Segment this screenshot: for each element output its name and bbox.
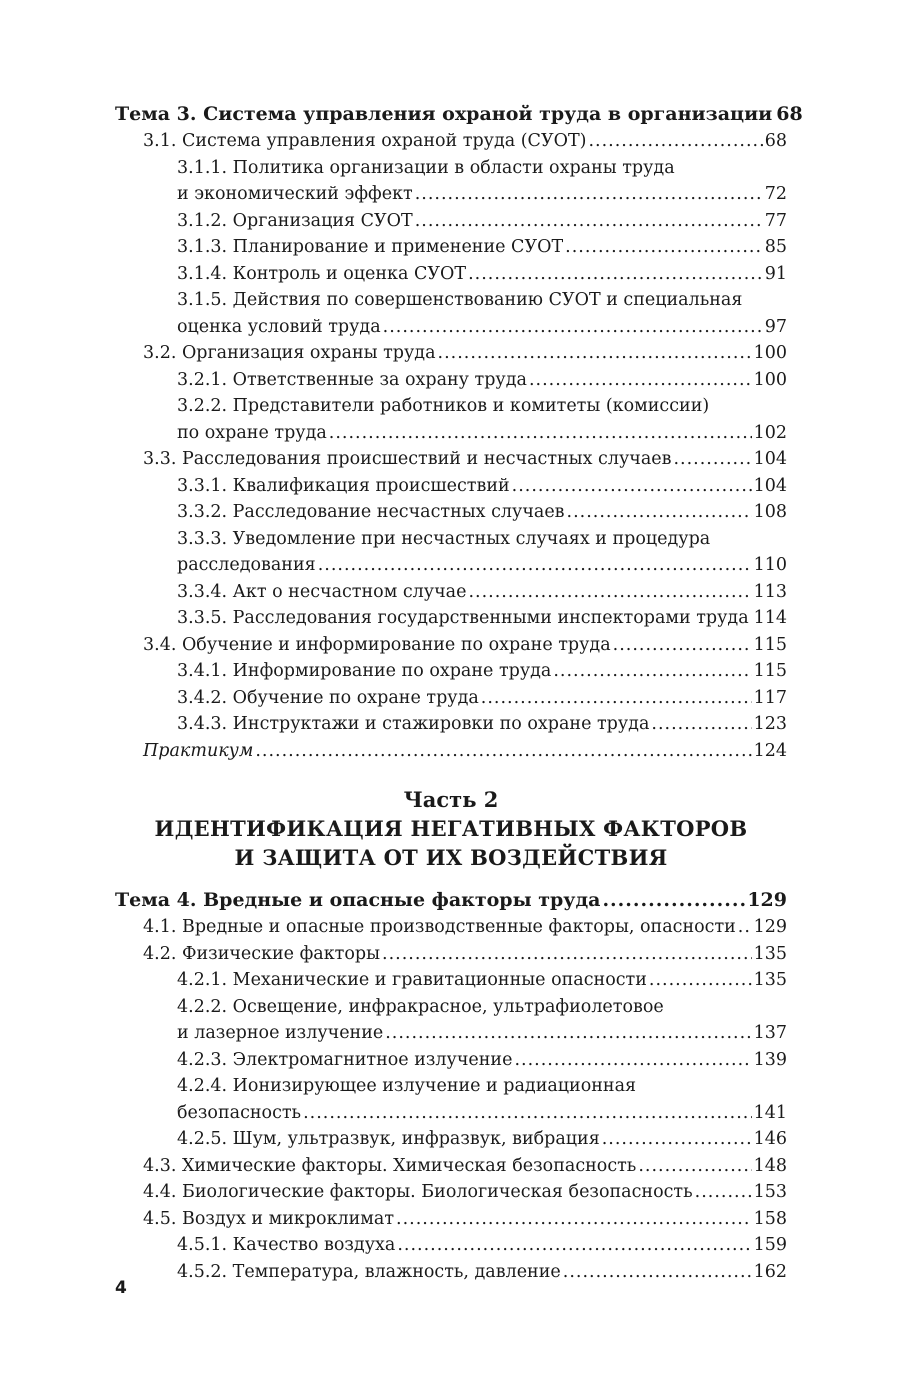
leader-dots [329, 420, 752, 447]
toc-entry [115, 234, 787, 261]
toc-entry-page: 104 [753, 449, 787, 469]
toc-entry-title: 3.4.2. Обучение по охране труда [177, 687, 479, 708]
leader-dots [565, 234, 763, 261]
toc-entry-page: 68 [776, 103, 803, 125]
toc-entry [115, 685, 787, 712]
leader-dots [255, 738, 751, 765]
toc-entry-page: 135 [753, 943, 787, 964]
toc-entry [115, 1126, 787, 1153]
toc-entry [115, 1179, 787, 1206]
leader-dots [553, 658, 751, 685]
toc-entry-title: 3.2. Организация охраны труда [143, 343, 436, 363]
toc-entry-page: 148 [753, 1155, 787, 1176]
page-number: 4 [115, 1278, 127, 1298]
toc-entry [115, 100, 803, 128]
toc-entry-multiline [115, 526, 787, 579]
toc-entry-title: 4.4. Биологические факторы. Биологическая безопасность [143, 1182, 693, 1202]
toc-entry-title: 4.1. Вредные и опасные производственные факторы, опасности [143, 917, 736, 937]
toc-entry-title: 3.1.3. Планирование и применение СУОТ [177, 237, 564, 257]
toc-entry-title: 3.4. Обучение и информирование по охране труда [143, 634, 611, 655]
toc-entry-page: 115 [753, 661, 787, 681]
toc-entry [115, 579, 787, 606]
toc-entry-page: 100 [753, 369, 787, 390]
toc-entry [115, 967, 787, 994]
leader-dots [385, 1020, 751, 1047]
toc-entry [177, 314, 787, 341]
toc-entry-page: 141 [753, 1102, 787, 1123]
toc-entry-title-line1: 3.1.5. Действия по совершенствованию СУОТ и специальная [177, 290, 743, 310]
toc-entry-page: 135 [753, 970, 787, 990]
part-heading [115, 786, 787, 872]
toc-entry [115, 632, 787, 659]
toc-entry-page: 115 [753, 634, 787, 655]
leader-dots [514, 1047, 751, 1074]
toc-entry [115, 340, 787, 367]
leader-dots [649, 967, 752, 994]
toc-entry [115, 261, 787, 288]
toc-entry-title: 3.4.3. Инструктажи и стажировки по охране труда [177, 714, 650, 734]
toc-entry-page: 162 [753, 1261, 787, 1282]
leader-dots [695, 1179, 752, 1206]
leader-dots [397, 1232, 751, 1259]
toc-entry-title: 4.3. Химические факторы. Химическая безопасность [143, 1155, 637, 1176]
toc-entry-title: по охране труда [177, 422, 327, 443]
toc-entry [115, 367, 787, 394]
toc-entry-title: оценка условий труда [177, 316, 381, 337]
leader-dots [415, 208, 763, 235]
toc-entry-title: 3.4.1. Информирование по охране труда [177, 661, 552, 681]
toc-entry-title: 4.2.3. Электромагнитное излучение [177, 1049, 513, 1070]
leader-dots [602, 1126, 752, 1153]
toc-entry [115, 1206, 787, 1233]
toc-entry-multiline [115, 287, 787, 340]
leader-dots [588, 128, 762, 155]
toc-entry-page: 110 [753, 555, 787, 575]
toc-entry-title: 4.2.5. Шум, ультразвук, инфразвук, вибрация [177, 1129, 600, 1149]
toc-entry-title: 3.1. Система управления охраной труда (СУОТ) [143, 131, 587, 151]
toc-entry-page: 158 [753, 1208, 787, 1229]
toc-entry [115, 941, 787, 968]
toc-section-part1 [115, 100, 803, 764]
toc-entry-title-line1: 4.2.4. Ионизирующее излучение и радиационная [177, 1076, 637, 1096]
toc-entry [115, 711, 787, 738]
toc-entry-title: 3.2.1. Ответственные за охрану труда [177, 369, 527, 390]
toc-entry-title-line1: 3.1.1. Политика организации в области охраны труда [177, 157, 675, 178]
leader-dots [438, 340, 752, 367]
leader-dots [481, 685, 752, 712]
leader-dots [613, 632, 752, 659]
toc-entry [177, 552, 787, 579]
part-title-line1: ИДЕНТИФИКАЦИЯ НЕГАТИВНЫХ ФАКТОРОВ [154, 816, 748, 841]
toc-entry-page: 91 [764, 263, 787, 284]
toc-entry-page: 85 [764, 237, 787, 257]
toc-entry-page: 153 [753, 1182, 787, 1202]
toc-entry-title: Практикум [143, 740, 254, 761]
toc-entry-page: 146 [753, 1129, 787, 1149]
toc-entry [115, 1259, 787, 1286]
toc-entry-title: 3.1.4. Контроль и оценка СУОТ [177, 263, 467, 284]
toc-entry-title: 4.5. Воздух и микроклимат [143, 1208, 395, 1229]
toc-entry-multiline [115, 1073, 787, 1126]
toc-entry [115, 1232, 787, 1259]
leader-dots [751, 605, 752, 632]
toc-entry [177, 420, 787, 447]
toc-entry-title: Тема 4. Вредные и опасные факторы труда [115, 889, 601, 911]
leader-dots [602, 886, 745, 914]
toc-entry-page: 114 [753, 608, 787, 628]
toc-entry-title: 3.3.4. Акт о несчастном случае [177, 581, 467, 602]
toc-entry [115, 128, 787, 155]
toc-entry [115, 473, 787, 500]
toc-entry [115, 886, 787, 914]
toc-entry [115, 499, 787, 526]
leader-dots [382, 941, 752, 968]
leader-dots [303, 1100, 752, 1127]
leader-dots [468, 261, 763, 288]
toc-entry-page: 72 [764, 184, 787, 204]
toc-entry-title: 3.3.5. Расследования государственными инспекторами труда [177, 608, 749, 628]
toc-entry [177, 1020, 787, 1047]
leader-dots [415, 181, 763, 208]
toc-entry-page: 68 [764, 131, 787, 151]
leader-dots [567, 499, 752, 526]
toc-entry-title-line1: 3.3.3. Уведомление при несчастных случаях и процедура [177, 528, 711, 549]
toc-entry-title: 3.3. Расследования происшествий и несчастных случаев [143, 449, 672, 469]
leader-dots [512, 473, 752, 500]
toc-entry [115, 658, 787, 685]
toc-entry-title: 4.5.2. Температура, влажность, давление [177, 1261, 561, 1282]
toc-entry-title: 3.3.1. Квалификация происшествий [177, 475, 510, 496]
toc-entry-page: 159 [753, 1235, 787, 1255]
toc-entry-title-line1: 3.2.2. Представители работников и комитеты (комиссии) [177, 396, 710, 416]
leader-dots [318, 552, 752, 579]
toc-entry-page: 100 [753, 343, 787, 363]
toc-entry-title: и лазерное излучение [177, 1023, 384, 1043]
toc-entry-title: 4.2. Физические факторы [143, 943, 381, 964]
toc-entry [177, 1100, 787, 1127]
toc-entry-page: 97 [764, 316, 787, 337]
part-number: Часть 2 [403, 787, 499, 812]
toc-entry [115, 208, 787, 235]
toc-entry [115, 446, 787, 473]
leader-dots [738, 914, 752, 941]
part-title-line2: И ЗАЩИТА ОТ ИХ ВОЗДЕЙСТВИЯ [234, 845, 668, 870]
leader-dots [651, 711, 751, 738]
toc-entry-title: Тема 3. Система управления охраной труда в организации [115, 103, 773, 125]
leader-dots [638, 1153, 751, 1180]
toc-entry-page: 113 [753, 581, 787, 602]
toc-page [115, 100, 803, 1285]
toc-entry [115, 605, 787, 632]
toc-entry-title: безопасность [177, 1102, 302, 1123]
toc-entry [115, 914, 787, 941]
toc-entry-title-line1: 4.2.2. Освещение, инфракрасное, ультрафиолетовое [177, 996, 664, 1017]
toc-entry-page: 123 [753, 714, 787, 734]
toc-entry-page: 129 [753, 917, 787, 937]
leader-dots [529, 367, 752, 394]
toc-entry-title: 4.2.1. Механические и гравитационные опасности [177, 970, 647, 990]
toc-entry-page: 139 [753, 1049, 787, 1070]
toc-entry-title: расследования [177, 555, 316, 575]
toc-entry [177, 181, 787, 208]
toc-entry-page: 124 [753, 740, 787, 761]
toc-entry-page: 117 [753, 687, 787, 708]
leader-dots [673, 446, 751, 473]
toc-entry-multiline [115, 393, 787, 446]
toc-entry-page: 102 [753, 422, 787, 443]
toc-entry-page: 137 [753, 1023, 787, 1043]
toc-entry-page: 77 [764, 210, 787, 231]
toc-entry-page: 108 [753, 502, 787, 522]
toc-entry-title: 3.1.2. Организация СУОТ [177, 210, 413, 231]
toc-entry-page: 104 [753, 475, 787, 496]
toc-entry [115, 1047, 787, 1074]
toc-entry-title: 4.5.1. Качество воздуха [177, 1235, 396, 1255]
toc-entry [115, 738, 787, 765]
leader-dots [563, 1259, 752, 1286]
leader-dots [383, 314, 763, 341]
toc-entry-page: 129 [747, 889, 787, 911]
leader-dots [468, 579, 751, 606]
toc-entry-title: 3.3.2. Расследование несчастных случаев [177, 502, 565, 522]
toc-entry-multiline [115, 994, 787, 1047]
leader-dots [396, 1206, 752, 1233]
toc-entry [115, 1153, 787, 1180]
toc-entry-multiline [115, 155, 787, 208]
toc-section-part2 [115, 886, 787, 1285]
toc-entry-title: и экономический эффект [177, 184, 413, 204]
